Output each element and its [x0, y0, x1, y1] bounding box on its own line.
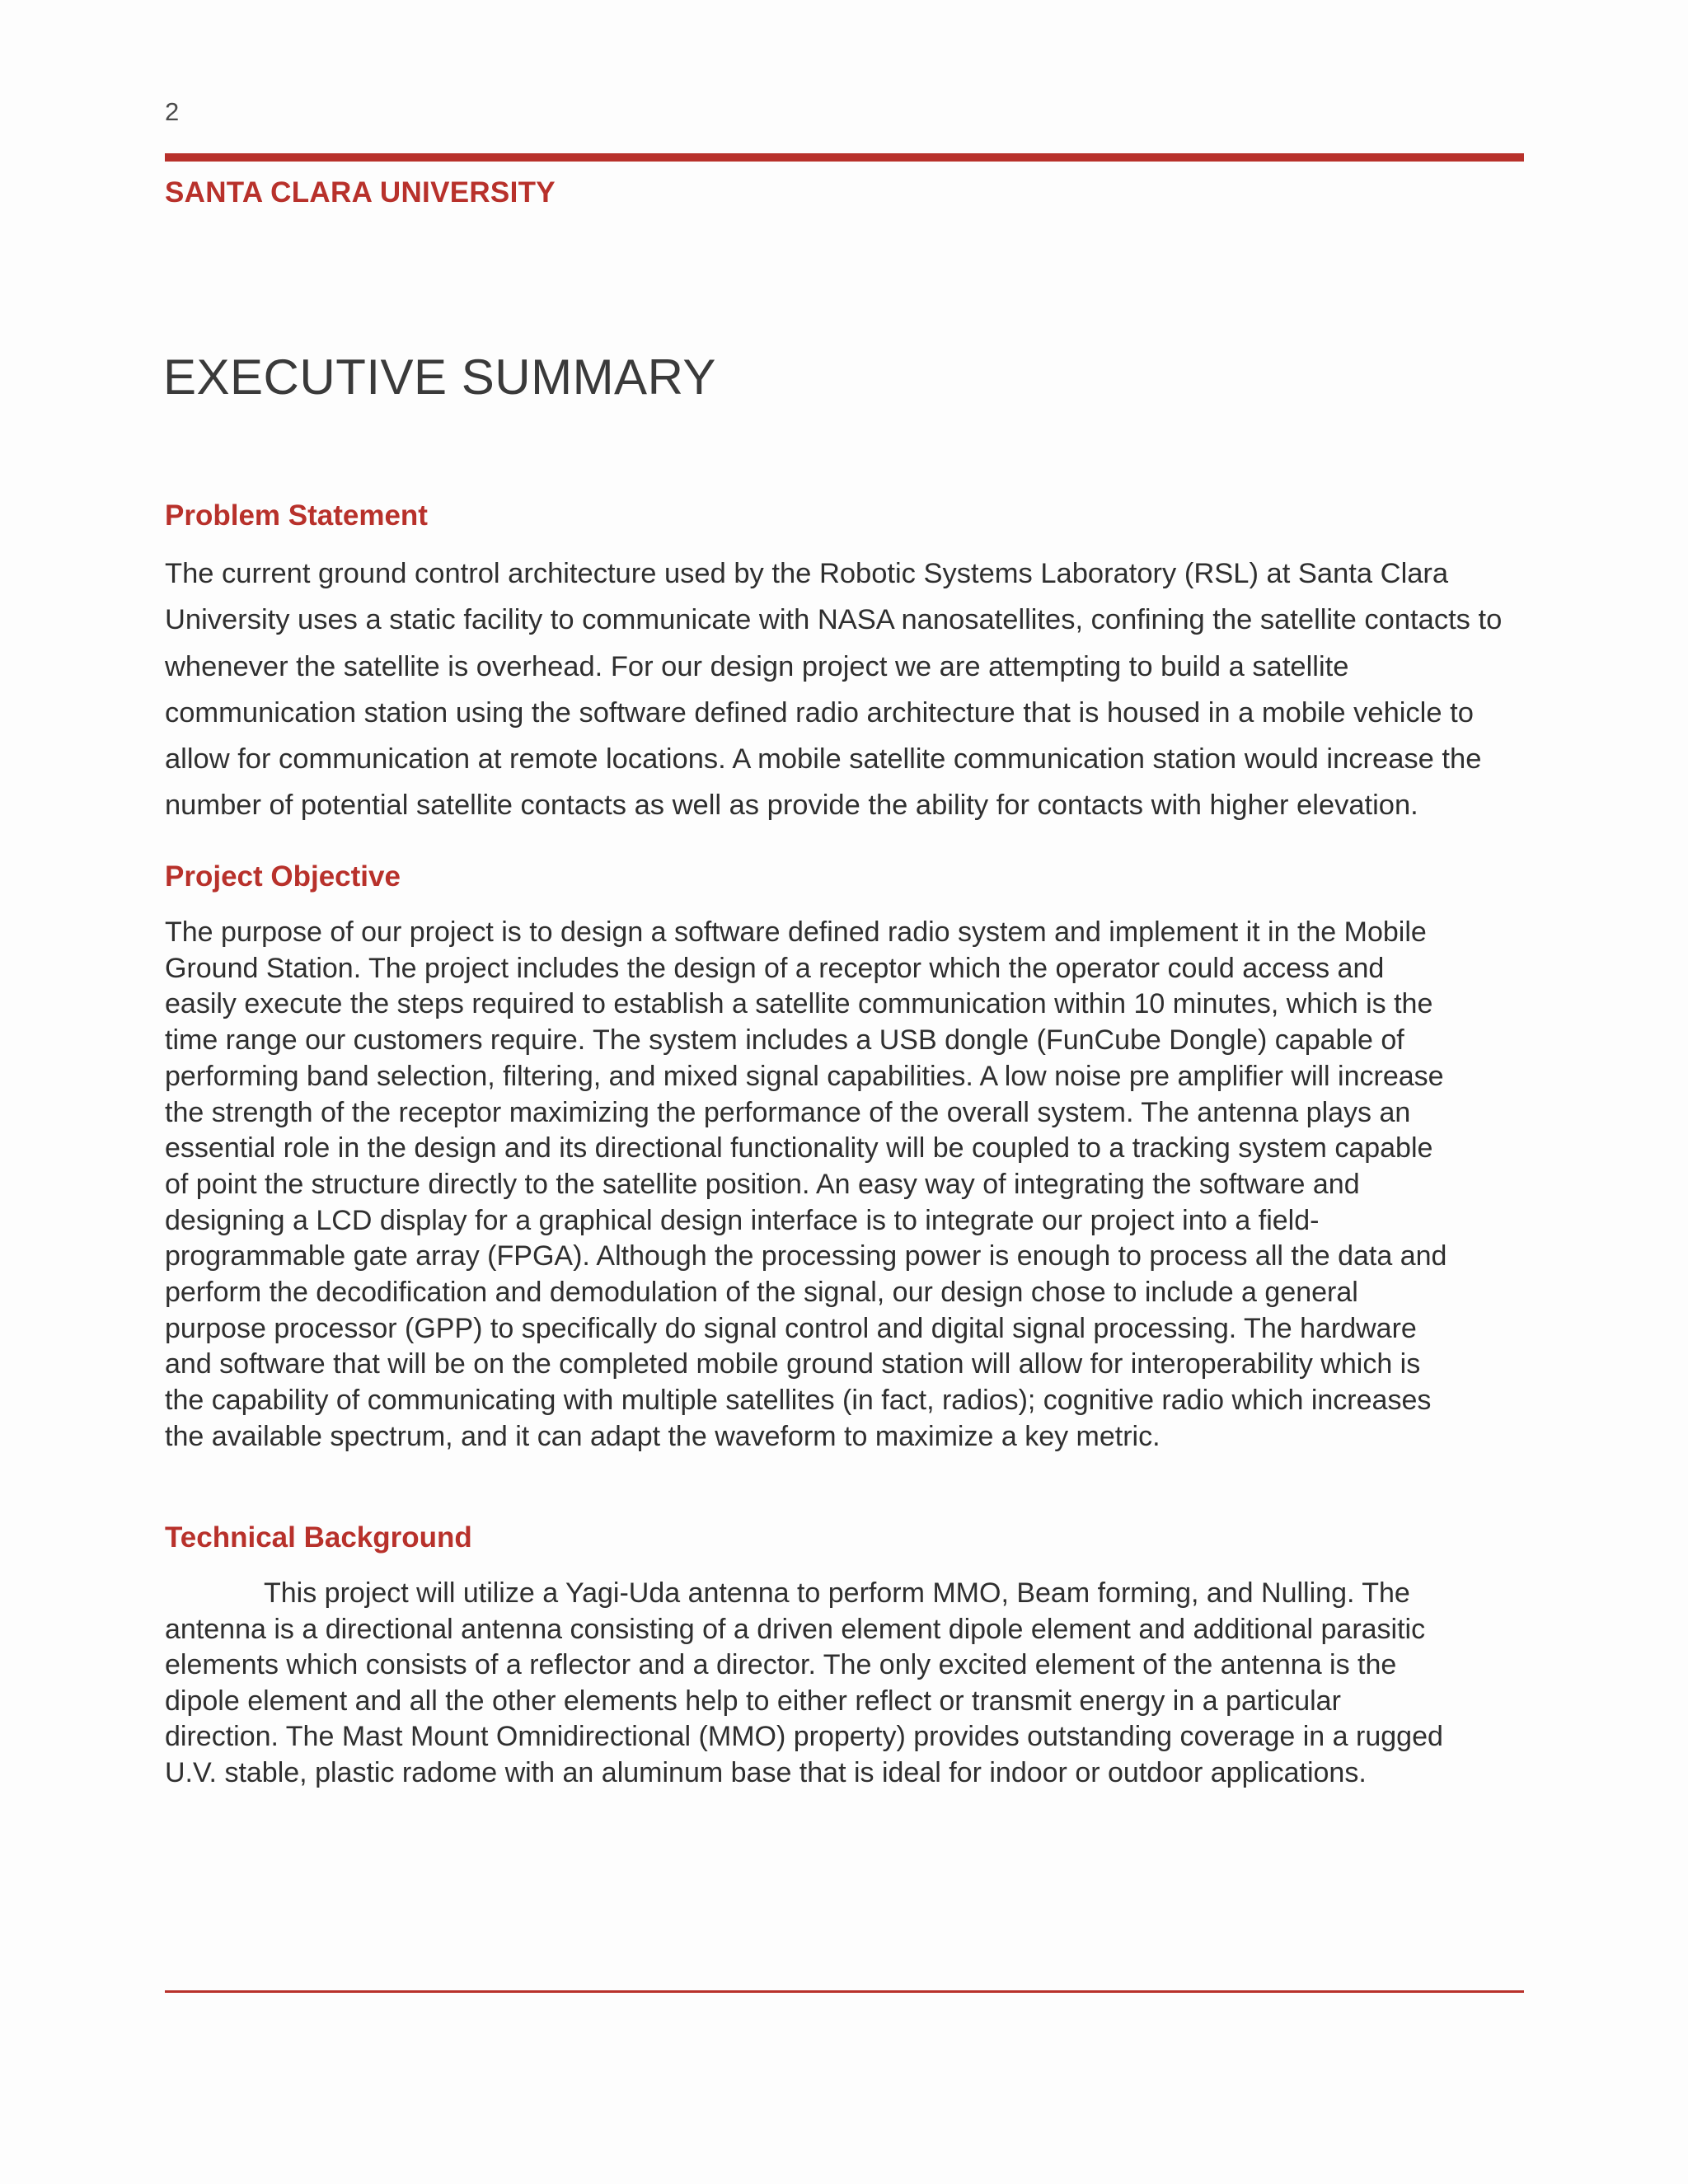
technical-background-heading: Technical Background — [165, 1521, 472, 1554]
technical-background-text: This project will utilize a Yagi-Uda antenna to perform MMO, Beam forming, and Nulling. The antenna is a directional antenna consisting of a driven element dipole element and additional parasitic elements which consists of a reflector and a director. The only excited element of the antenna is the dipole element and all the other elements help to either reflect or transmit energy in a particular direction. The Mast Mount Omnidirectional (MMO) property) provides outstanding coverage in a rugged U.V. stable, plastic radome with an aluminum base that is ideal for indoor or outdoor applications. — [165, 1577, 1443, 1788]
problem-statement-text: The current ground control architecture used by the Robotic Systems Laboratory (RSL) at Santa Clara University uses a static facility to communicate with NASA nanosatellites, confining the satellite contacts to whenever the satellite is overhead. For our design project we are attempting to build a satellite communication station using the software defined radio architecture that is housed in a mobile vehicle to allow for communication at remote locations. A mobile satellite communication station would increase the number of potential satellite contacts as well as provide the ability for contacts with higher elevation. — [165, 558, 1503, 822]
project-objective-heading: Project Objective — [165, 860, 401, 893]
project-objective-text: The purpose of our project is to design a software defined radio system and implement it in the Mobile Ground Station. The project includes the design of a receptor which the operator could access and easily execute the steps required to establish a satellite communication within 10 minutes, which is the time range our customers require. The system includes a USB dongle (FunCube Dongle) capable of performing band selection, filtering, and mixed signal capabilities. A low noise pre amplifier will increase the strength of the receptor maximizing the performance of the overall system. The antenna plays an essential role in the design and its directional functionality will be coupled to a tracking system capable of point the structure directly to the satellite position. An easy way of integrating the software and designing a LCD display for a graphical design interface is to integrate our project into a field-programmable gate array (FPGA). Although the processing power is enough to process all the data and perform the decodification and demodulation of the signal, our design chose to include a general purpose processor (GPP) to specifically do signal control and digital signal processing. The hardware and software that will be on the completed mobile ground station will allow for interoperability which is the capability of communicating with multiple satellites (in fact, radios); cognitive radio which increases the available spectrum, and it can adapt the waveform to maximize a key metric. — [165, 916, 1447, 1452]
header-rule — [165, 153, 1524, 162]
page-number: 2 — [165, 97, 180, 126]
problem-statement-heading: Problem Statement — [165, 499, 428, 532]
organization-name: SANTA CLARA UNIVERSITY — [165, 176, 556, 209]
page-title: EXECUTIVE SUMMARY — [163, 349, 716, 405]
footer-rule — [165, 1990, 1524, 1993]
